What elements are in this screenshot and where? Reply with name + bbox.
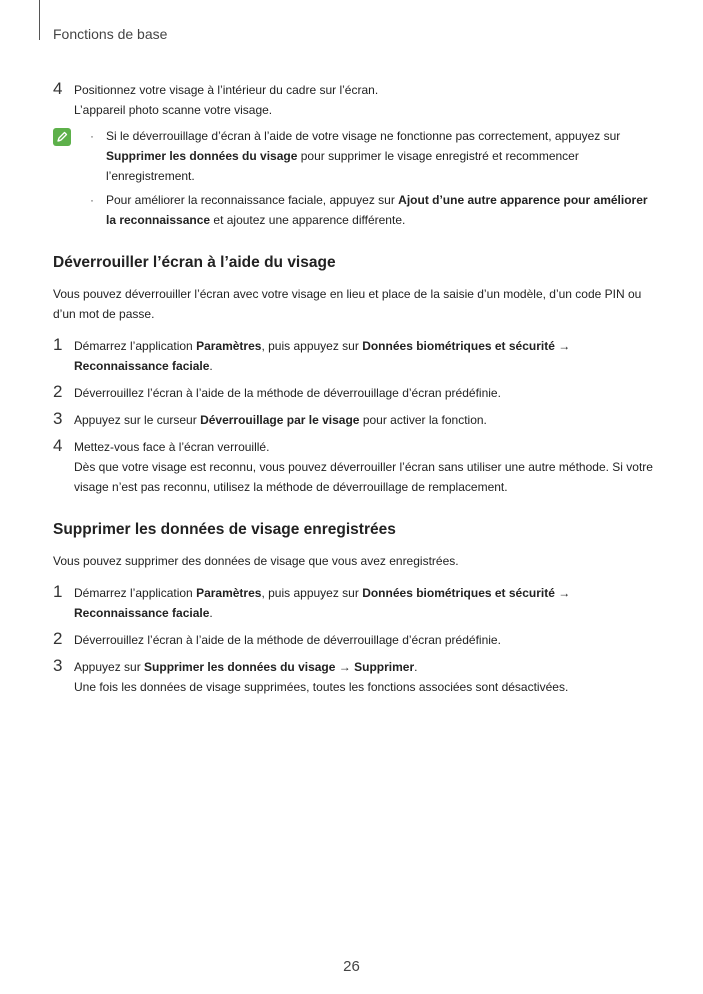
note-block xyxy=(53,126,653,230)
step-text: Déverrouillez l’écran à l’aide de la méthode de déverrouillage d’écran prédéfinie. xyxy=(74,386,501,400)
section-intro: Vous pouvez supprimer des données de visage que vous avez enregistrées. xyxy=(53,554,459,568)
note-pencil-icon xyxy=(53,128,71,146)
delete-step-1 xyxy=(53,583,653,623)
main-content xyxy=(53,80,653,697)
delete-step-3 xyxy=(53,657,653,697)
step-text: Appuyez sur Supprimer les données du visage → Supprimer. xyxy=(74,660,418,674)
step-text: Démarrez l’application Paramètres, puis appuyez sur Données biométriques et sécurité → Reconnaissance faciale. xyxy=(74,339,571,373)
menu-reference: Ajout d’une autre apparence pour améliorer la reconnaissance xyxy=(106,193,648,227)
step-number: 2 xyxy=(53,382,63,401)
step-subtext: L’appareil photo scanne votre visage. xyxy=(74,103,273,117)
delete-step-2 xyxy=(53,630,653,650)
step-number: 3 xyxy=(53,656,63,675)
note-item: · Pour améliorer la reconnaissance faciale, appuyez sur Ajout d’une autre apparence pour améliorer la reconnaissance et ajoutez une apparence différente. xyxy=(90,193,648,227)
step-number: 2 xyxy=(53,629,63,648)
step-text: Déverrouillez l’écran à l’aide de la méthode de déverrouillage d’écran prédéfinie. xyxy=(74,633,501,647)
step-text: Positionnez votre visage à l’intérieur du cadre sur l’écran. xyxy=(74,83,379,97)
section-title-unlock: Déverrouiller l’écran à l’aide du visage xyxy=(53,254,336,271)
step-number: 4 xyxy=(53,436,63,455)
note-item: · Si le déverrouillage d’écran à l’aide de votre visage ne fonctionne pas correctement, appuyez sur Supprimer les données du visage pour supprimer le visage enregistré et recommencer l’enregistrement. xyxy=(90,129,621,183)
step-subtext: Dès que votre visage est reconnu, vous pouvez déverrouiller l’écran sans utiliser une autre méthode. Si votre visage n’est pas reconnu, utilisez la méthode de déverrouillage de remplacement. xyxy=(74,460,653,494)
step-text: Appuyez sur le curseur Déverrouillage par le visage pour activer la fonction. xyxy=(74,413,487,427)
unlock-step-1 xyxy=(53,336,653,376)
step-subtext: Une fois les données de visage supprimées, toutes les fonctions associées sont désactivées. xyxy=(74,680,569,694)
step-number: 1 xyxy=(53,582,63,601)
page-number: 26 xyxy=(343,958,360,975)
menu-reference: Supprimer les données du visage xyxy=(106,149,298,163)
unlock-step-2 xyxy=(53,383,653,403)
step-text: Mettez-vous face à l’écran verrouillé. xyxy=(74,440,270,454)
section-title-delete: Supprimer les données de visage enregistrées xyxy=(53,521,396,538)
intro-step xyxy=(53,80,653,120)
step-text: Démarrez l’application Paramètres, puis appuyez sur Données biométriques et sécurité → Reconnaissance faciale. xyxy=(74,586,571,620)
step-number: 1 xyxy=(53,335,63,354)
unlock-step-3 xyxy=(53,410,653,430)
step-number: 4 xyxy=(53,79,63,98)
step-number: 3 xyxy=(53,409,63,428)
header-rule xyxy=(39,0,40,40)
section-intro: Vous pouvez déverrouiller l’écran avec votre visage en lieu et place de la saisie d’un modèle, d’un code PIN ou d’un mot de passe. xyxy=(53,287,642,321)
page-header-title: Fonctions de base xyxy=(53,26,168,42)
unlock-step-4 xyxy=(53,437,653,497)
